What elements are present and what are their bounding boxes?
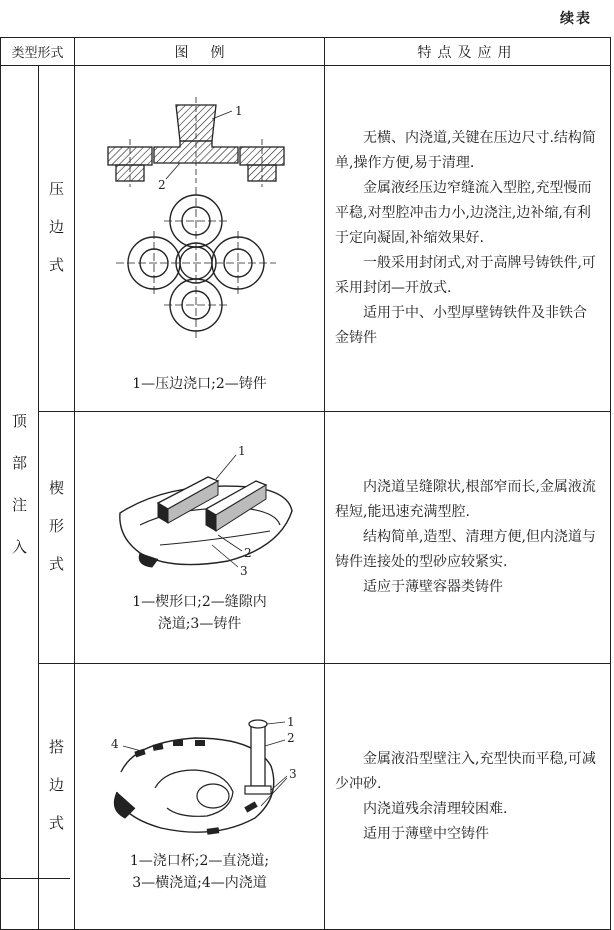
wedge-gate-diagram [100,441,300,591]
header-features: 特点及应用 [325,38,611,66]
features-cell [325,664,611,930]
form-char: 形 [49,516,65,535]
figure-cell [75,664,325,930]
type-cell [1,66,39,930]
features-cell [325,412,611,664]
figure-caption: 1—压边浇口;2—铸件 [132,375,267,392]
callout-label: 1 [234,103,243,118]
callout-label: 2 [286,730,295,745]
table-row [1,412,611,664]
table-row [1,66,611,412]
bottom-rule [0,878,70,879]
feature-paragraph: 金属液沿型壁注入,充型快而平稳,可减少冲砂. [335,750,596,792]
features-cell [325,66,611,412]
figure-caption: 3—横浇道;4—内浇道 [132,874,267,891]
type-char: 顶 [11,411,27,430]
form-char: 式 [49,813,65,832]
feature-paragraph: 结构简单,造型、清理方便,但内浇道与铸件连接处的型砂应较紧实. [335,529,596,570]
form-cell [39,664,75,930]
form-char: 式 [49,255,65,274]
callout-label: 3 [239,563,248,578]
feature-paragraph: 适用于中、小型厚壁铸铁件及非铁合金铸件 [335,305,588,346]
callout-label: 2 [157,177,166,192]
lap-gate-diagram [95,700,305,850]
form-cell [39,66,75,412]
callout-label: 1 [237,443,246,458]
feature-paragraph: 内浇道呈缝隙状,根部窄而长,金属液流程短,能迅速充满型腔. [335,479,596,520]
continued-label: 续表 [560,11,592,27]
figure-cell [75,66,325,412]
feature-paragraph: 内浇道残余清理较困难. [363,800,508,817]
type-char: 部 [11,453,27,472]
feature-paragraph: 无横、内浇道,关键在压边尺寸.结构简单,操作方便,易于清理. [335,130,596,171]
edge-gate-diagram [80,83,320,373]
form-char: 压 [49,179,65,198]
figure-caption: 1—浇口杯;2—直浇道; [129,852,270,869]
form-char: 边 [49,217,65,236]
figure-caption: 1—楔形口;2—缝隙内 [132,593,267,610]
figure-cell [75,412,325,664]
form-char: 式 [49,554,65,573]
callout-label: 2 [243,545,252,560]
form-cell [39,412,75,664]
form-char: 边 [49,775,65,794]
table-header-row [1,38,611,66]
header-figure: 图例 [75,38,325,66]
header-type-form: 类型形式 [1,38,75,66]
feature-paragraph: 金属液经压边窄缝流入型腔,充型慢而平稳,对型腔冲击力小,边浇注,边补缩,有利于定向凝固,补缩效果好. [335,180,592,246]
callout-label: 3 [288,766,297,781]
form-char: 搭 [49,737,65,756]
figure-caption: 浇道;3—铸件 [157,615,242,632]
gating-system-table [0,37,611,930]
feature-paragraph: 适用于薄壁中空铸件 [363,825,490,842]
feature-paragraph: 一般采用封闭式,对于高牌号铸铁件,可采用封闭—开放式. [335,255,596,296]
form-char: 楔 [49,478,65,497]
callout-label: 1 [286,714,295,729]
type-char: 入 [11,537,27,556]
type-char: 注 [11,495,27,514]
callout-label: 4 [110,736,119,751]
table-row [1,664,611,930]
feature-paragraph: 适应于薄壁容器类铸件 [363,579,504,595]
